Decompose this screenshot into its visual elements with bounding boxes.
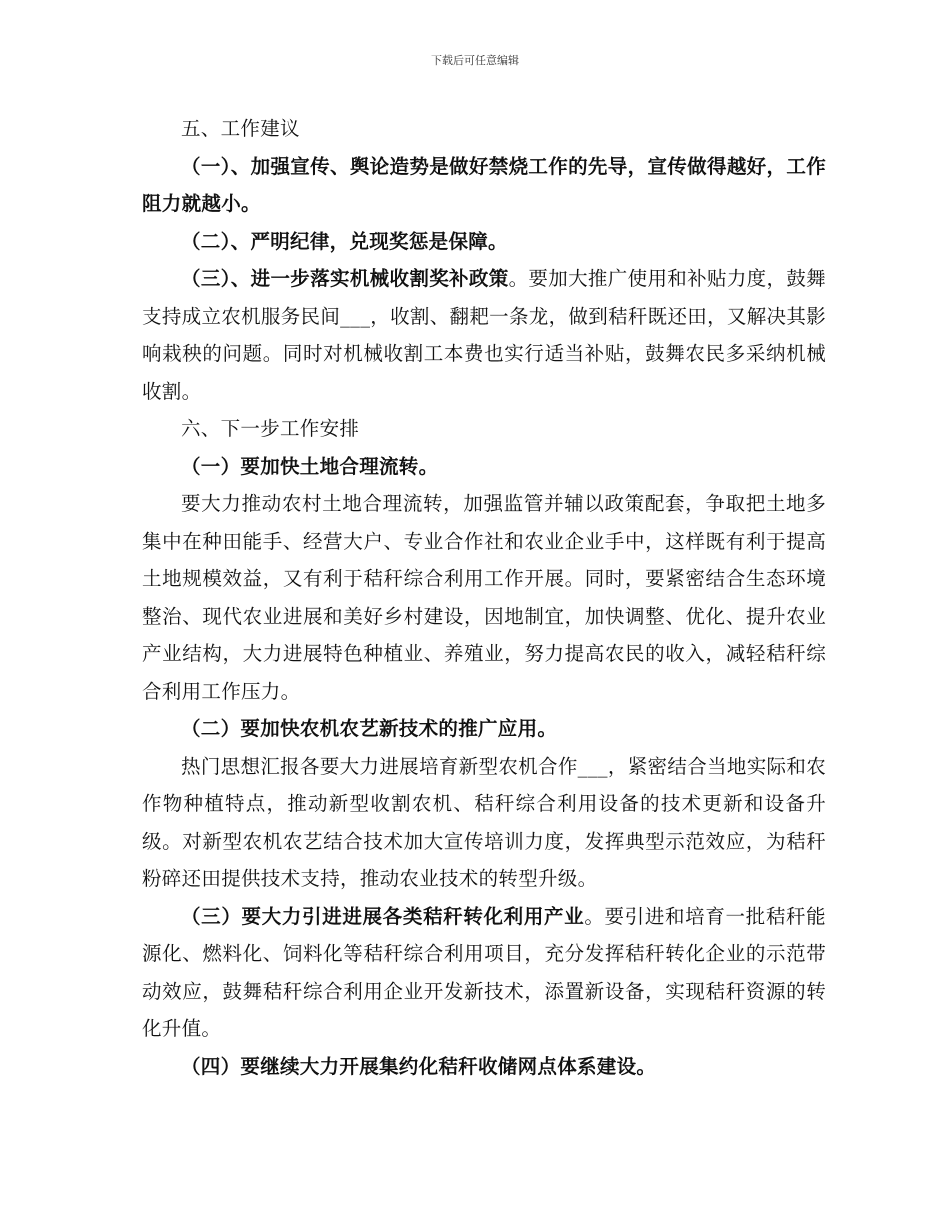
s5-paragraph-3-body: 。要加大推广使用和补贴力度，鼓舞支持成立农机服务民间___，收割、翻耙一条龙，做到秸秆既还田，又解决其影响栽秧的问题。同时对机械收割工本费也实行适当补贴，鼓舞农民多采纳机械收割。 [142, 267, 826, 403]
s6-paragraph-3 [142, 898, 826, 1048]
s6-heading-1: （一）要加快土地合理流转。 [181, 454, 439, 478]
s6-paragraph-2: 热门思想汇报各要大力进展培育新型农机合作___，紧密结合当地实际和农作物种植特点，推动新型收割农机、秸秆综合利用设备的技术更新和设备升级。对新型农机农艺结合技术加大宣传培训力度，发挥典型示范效应，为秸秆粉碎还田提供技术支持，推动农业技术的转型升级。 [142, 754, 826, 890]
page-header: 下载后可任意编辑 [431, 54, 519, 67]
section-5-title: 五、工作建议 [181, 117, 300, 140]
s5-paragraph-2: （二）、严明纪律，兑现奖惩是保障。 [181, 229, 508, 253]
s6-paragraph-3-heading: （三）要大力引进进展各类秸秆转化利用产业 [181, 904, 585, 928]
section-6-title: 六、下一步工作安排 [181, 417, 360, 440]
s6-heading-4: （四）要继续大力开展集约化秸秆收储网点体系建设。 [181, 1054, 657, 1078]
s5-paragraph-3 [142, 260, 826, 410]
s5-paragraph-3-heading: （三）、进一步落实机械收割奖补政策 [181, 267, 509, 290]
s5-paragraph-1: （一）、加强宣传、舆论造势是做好禁烧工作的先导，宣传做得越好，工作阻力就越小。 [142, 154, 826, 215]
s6-heading-2: （二）要加快农机农艺新技术的推广应用。 [181, 717, 558, 740]
s6-paragraph-3-body: 。要引进和培育一批秸秆能源化、燃料化、饲料化等秸秆综合利用项目，充分发挥秸秆转化企业的示范带动效应，鼓舞秸秆综合利用企业开发新技术，添置新设备，实现秸秆资源的转化升值。 [142, 904, 826, 1040]
document-body [142, 110, 826, 1085]
s6-paragraph-1: 要大力推动农村土地合理流转，加强监管并辅以政策配套，争取把土地多集中在种田能手、经营大户、专业合作社和农业企业手中，这样既有利于提高土地规模效益，又有利于秸秆综合利用工作开展。同时，要紧密结合生态环境整治、现代农业进展和美好乡村建设，因地制宜，加快调整、优化、提升农业产业结构，大力进展特色种植业、养殖业，努力提高农民的收入，减轻秸秆综合利用工作压力。 [142, 492, 826, 703]
